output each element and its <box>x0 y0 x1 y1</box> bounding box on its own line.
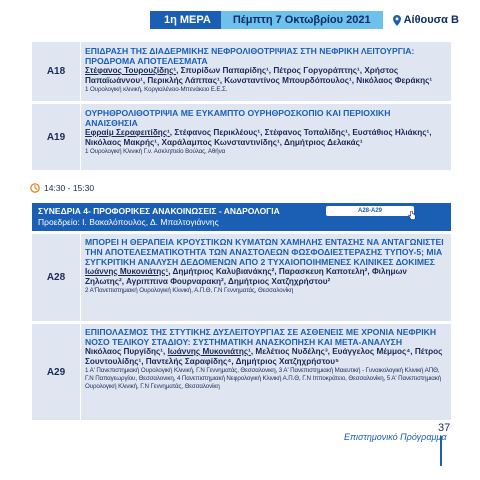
abstract-institution: 1 Ουρολογική κλινική, Κοργιαλένειο-Μπενάκειο Ε.Ε.Σ. <box>85 86 228 93</box>
presenting-author: Ιωάννης Μυκονιάτης¹ <box>85 267 169 276</box>
abstract-code: A18 <box>46 66 66 77</box>
abstract-body <box>80 104 451 170</box>
abstract-institution: 2 Α'Πανεπιστημιακή Ουρολογική Κλινική, Α.Π.Θ, Γ.Ν Γεννηματάς, Θεσσαλονίκη <box>85 287 294 294</box>
abstract-code: A29 <box>46 366 66 378</box>
hand-cursor-icon <box>408 211 416 220</box>
page-number: 37 <box>438 422 451 434</box>
abstract-body <box>80 324 451 420</box>
time-range: 14:30 - 15:30 <box>44 183 95 193</box>
abstract-institution: 1 Α' Πανεπιστημιακή Ουρολογική Κλινική, Γ.Ν Γεννηματάς, Θεσσαλονικη, 3 Α' Πανεπιστημιακή Μαιευτική - Γυναικολογική Κλινική ΑΠΘ, Γ.Ν Παπαγεωργίου, Θεσσαλονικη, 4 Πανεπιστημιακή Νεφρολογική Κλινική Α.Π.Θ, Γ.Ν Ιπποκράτειο, Θεσσαλονίκη, 5 Α' Πανεπιστημιακή Ουρολογική Κλινική, Γ.Ν Γεννηματάς, Θεσσαλονίκη <box>85 367 442 390</box>
abstract-title: ΕΠΙΔΡΑΣΗ ΤΗΣ ΔΙΑΔΕΡΜΙΚΗΣ ΝΕΦΡΟΛΙΘΟΤΡΙΨΙΑΣ ΣΤΗ ΝΕΦΡΙΚΗ ΛΕΙΤΟΥΡΓΙΑ: ΠΡΟΔΡΟΜΑ ΑΠΟΤΕΛΕΣΜΑΤΑ <box>85 46 415 66</box>
room-name: Αίθουσα Β <box>403 14 459 26</box>
co-authors: , Μελέτιος Νυδέλης³, Ευάγγελος Μέμμος⁴, Πέτρος Σουντουλίδης¹, Παντελής Σαραφίδης⁴, Δημήτριος Χατζηχρήστου⁵ <box>85 347 443 366</box>
session-chairs: Προεδρείο: Ι. Βακαλόπουλος, Δ. Μπαλτογιάννης <box>38 217 219 227</box>
room-label <box>383 11 459 29</box>
day-label: 1η ΜΕΡΑ <box>150 11 221 29</box>
co-authors: , Σπυρίδων Παπαρίδης¹, Πέτρος Γοργοράπτης¹, Χρήστος Παπαϊωάννου¹, Περικλής Λάππας¹, Κωνσταντίνος Μπουρδόπουλος¹, Νικόλαος Φεράκης¹ <box>85 66 433 85</box>
footer-label: Επιστημονικό Πρόγραμμα <box>344 432 447 442</box>
abstract-row-a28 <box>32 234 451 322</box>
abstract-row-a29 <box>32 324 451 420</box>
clock-icon <box>30 183 40 193</box>
abstract-code: A28 <box>46 272 66 283</box>
abstract-authors <box>85 66 445 86</box>
abstract-row-a18 <box>32 42 451 102</box>
abstract-title: ΕΠΙΠΟΛΑΣΜΟΣ ΤΗΣ ΣΤΥΤΙΚΗΣ ΔΥΣΛΕΙΤΟΥΡΓΙΑΣ ΣΕ ΑΣΘΕΝΕΙΣ ΜΕ ΧΡΟΝΙΑ ΝΕΦΡΙΚΗ ΝΟΣΟ ΤΕΛΙΚΟΥ ΣΤΑΔΙΟΥ: ΣΥΣΤΗΜΑΤΙΚΗ ΑΝΑΣΚΟΠΗΣΗ ΚΑΙ ΜΕΤΑ-ΑΝΑΛΥΣΗ <box>85 327 437 347</box>
abstract-authors <box>85 267 445 287</box>
session-time <box>30 183 94 193</box>
date-label: Πέμπτη 7 Οκτωβρίου 2021 <box>221 11 383 29</box>
location-pin-icon <box>393 15 401 26</box>
session-header <box>32 203 451 231</box>
abstract-body <box>80 42 451 101</box>
presenting-author: Στέφανος Τουρουζίδης¹ <box>85 66 177 75</box>
presenting-author: Εφραίμ Σεραφειτίδης¹ <box>85 128 170 137</box>
first-author: Νικόλαος Πυργίδης¹, <box>85 347 168 356</box>
abstract-range-button[interactable] <box>326 206 414 216</box>
abstract-authors <box>85 347 445 367</box>
presenting-author: Ιωάννης Μυκονιάτης¹ <box>167 347 251 356</box>
abstract-institution: 1 Ουρολογική Κλινική Γ.ν. Ασκληπιείο Βούλας, Αθήνα <box>85 148 226 155</box>
range-button-label: A28-A29 <box>357 208 382 214</box>
co-authors: , Στέφανος Περικλέους¹, Στέφανος Τοπαλίδης¹, Ευστάθιος Ηλιάκης¹, Νικόλαος Μακρής¹, Χαράλαμπος Κωνσταντινίδης¹, Δημήτριος Δελακάς¹ <box>85 128 432 147</box>
abstract-row-a19 <box>32 104 451 170</box>
abstract-authors <box>85 128 445 148</box>
abstract-title: ΟΥΡΗΘΡΟΛΙΘΟΤΡΙΨΙΑ ΜΕ ΕΥΚΑΜΠΤΟ ΟΥΡΗΘΡΟΣΚΟΠΙΟ ΚΑΙ ΠΕΡΙΟΧΙΚΗ ΑΝΑΙΣΘΗΣΙΑ <box>85 108 391 128</box>
co-authors: , Δημήτριος Καλυβιανάκης², Παρασκευη Καποτελη², Φιλημων Ζηλωτης², Αγριππινα Φουρναρακη², Δημήτριος Χατζηχρήστου² <box>85 267 407 286</box>
session-title: ΣΥΝΕΔΡΙΑ 4- ΠΡΟΦΟΡΙΚΕΣ ΑΝΑΚΟΙΝΩΣΕΙΣ - ΑΝΔΡΟΛΟΓΙΑ <box>38 206 280 216</box>
abstract-code: A19 <box>46 131 66 143</box>
day-header <box>150 11 459 29</box>
abstract-title: ΜΠΟΡΕΙ Η ΘΕΡΑΠΕΙΑ ΚΡΟΥΣΤΙΚΩΝ ΚΥΜΑΤΩΝ ΧΑΜΗΛΗΣ ΕΝΤΑΣΗΣ ΝΑ ΑΝΤΑΓΩΝΙΣΤΕΙ ΤΗΝ ΑΠΟΤΕΛΕΣΜΑΤΙΚΟΤΗΤΑ ΤΩΝ ΑΝΑΣΤΟΛΕΩΝ ΦΩΣΦΟΔΙΕΣΤΕΡΑΣΗΣ ΤΥΠΟΥ-5; ΜΙΑ ΣΥΓΚΡΙΤΙΚΗ ΑΝΑΛΥΣΗ ΔΕΔΟΜΕΝΩΝ ΑΠΟ 2 ΤΥΧΑΙΟΠΟΙΗΜΕΝΕΣ ΚΛΙΝΙΚΕΣ ΔΟΚΙΜΕΣ <box>85 237 444 267</box>
abstract-body <box>80 234 451 321</box>
